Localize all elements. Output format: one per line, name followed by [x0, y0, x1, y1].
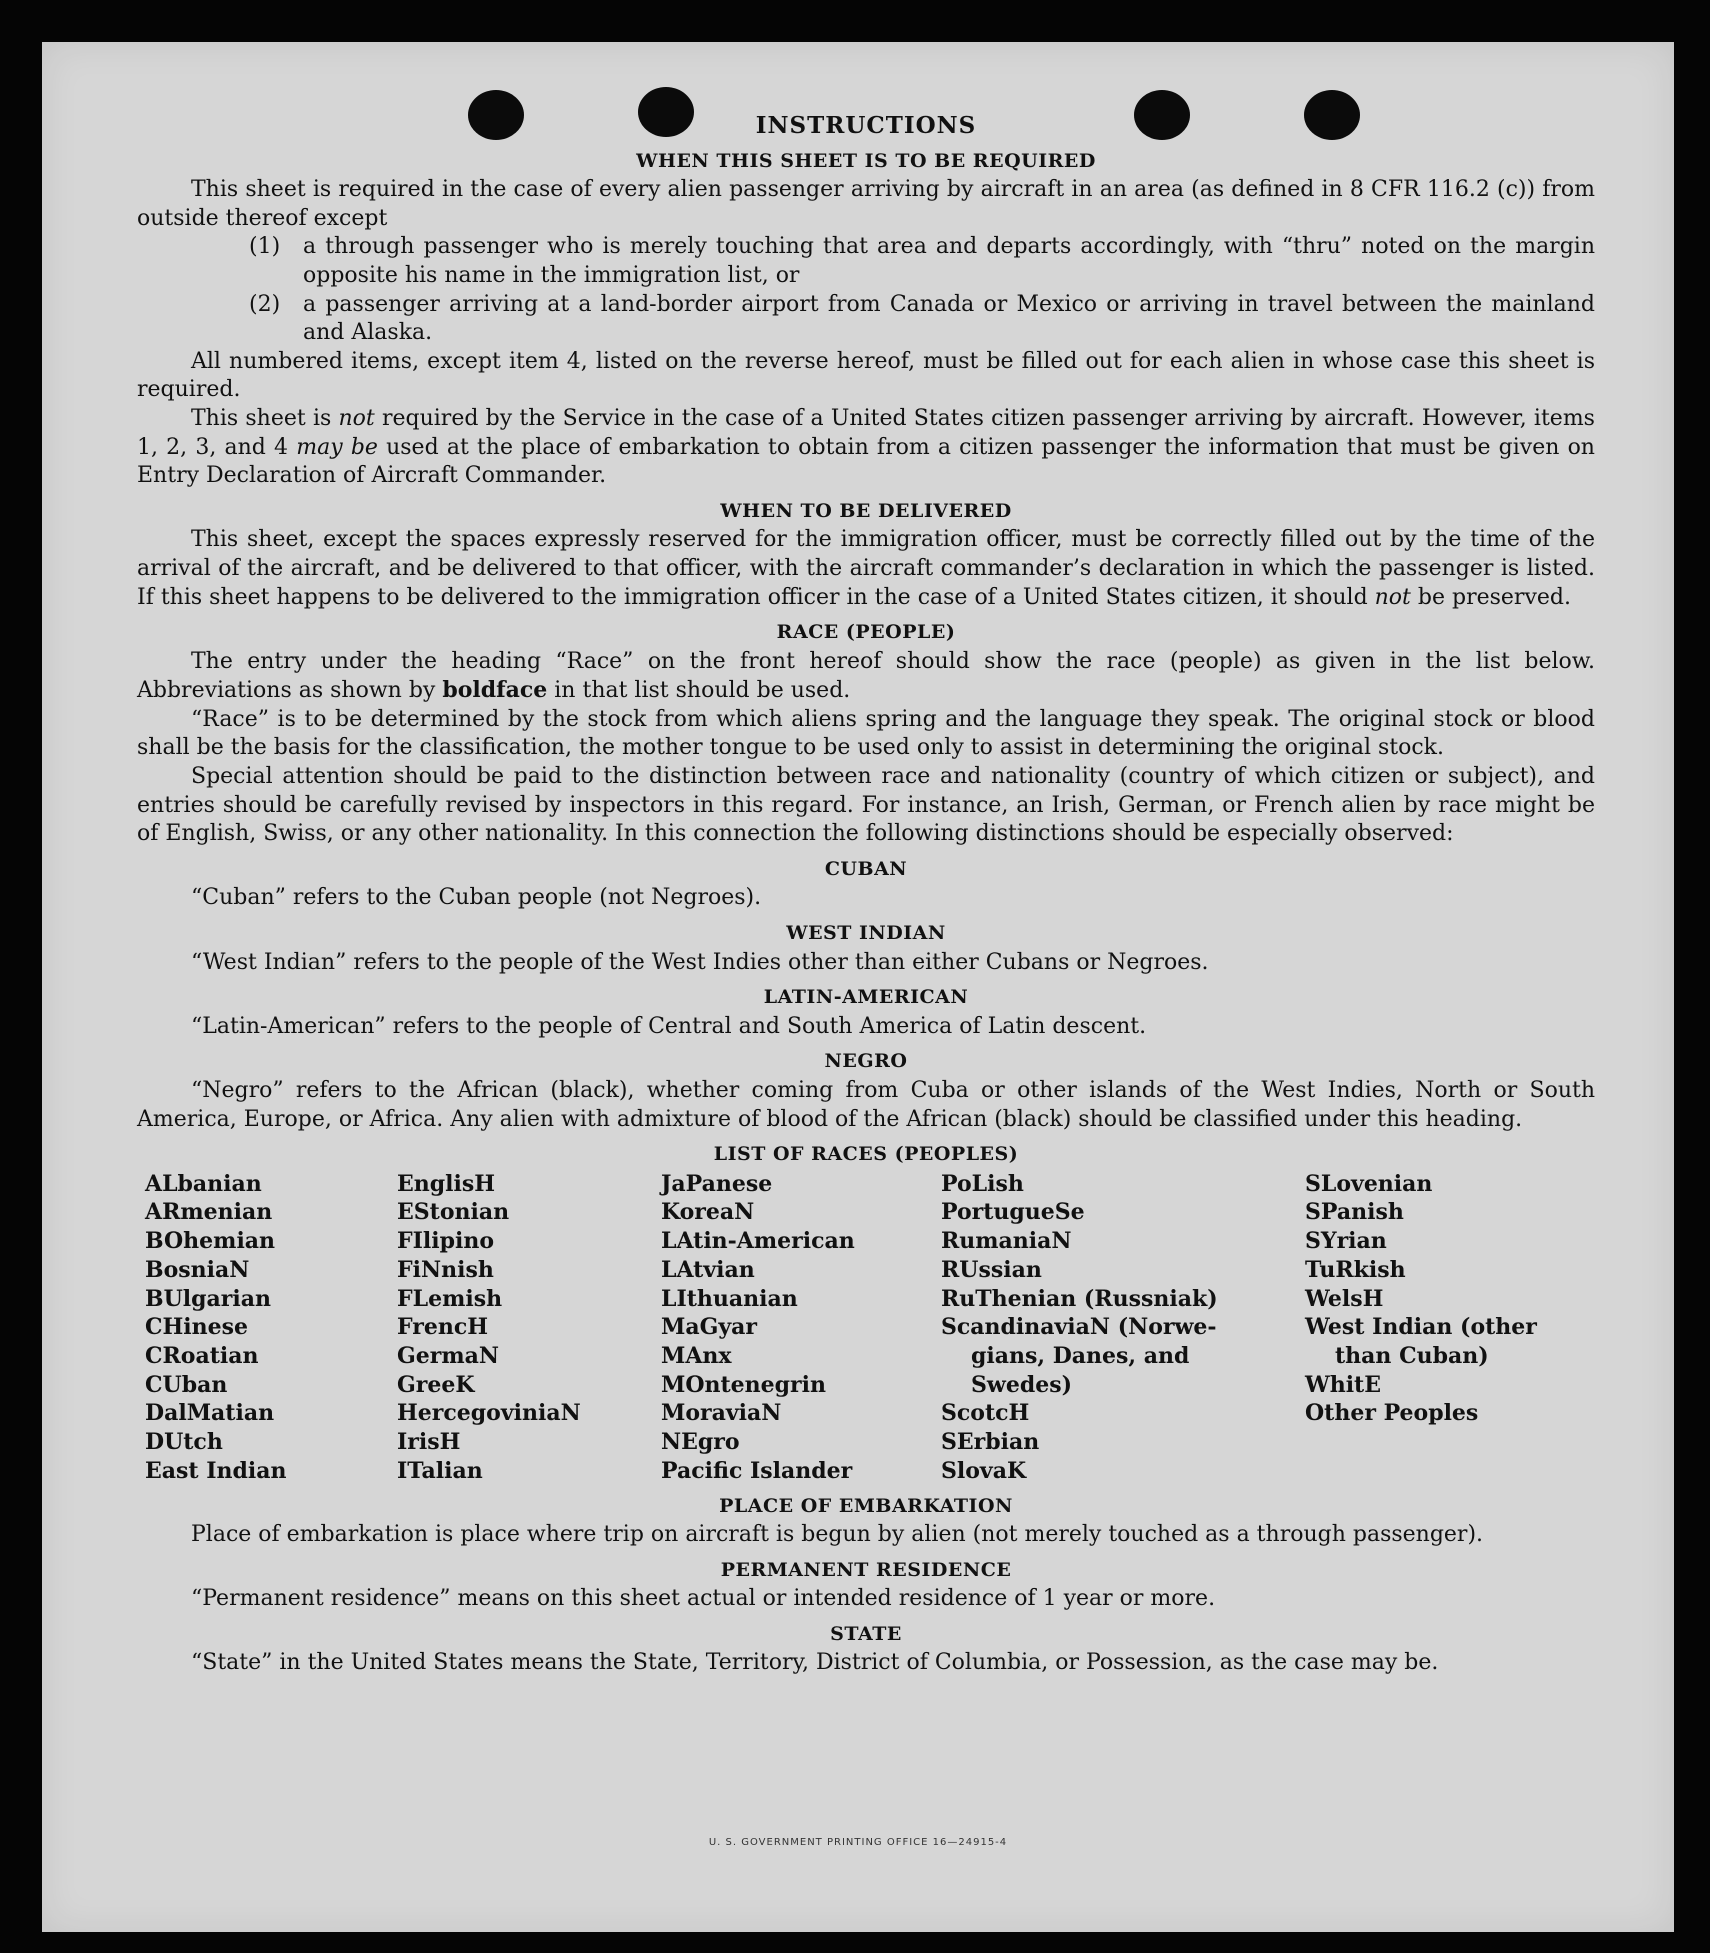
race-entry: JaPanese [661, 1170, 773, 1197]
race-entry: ITalian [397, 1457, 483, 1484]
list-item-text: a through passenger who is merely touching that area and departs accordingly, with “thru” noted on the margin opposite his name in the immigration list, or [303, 234, 1595, 288]
list-item [249, 233, 1595, 290]
emphasis: not [338, 405, 375, 431]
race-entry: MaGyar [661, 1314, 758, 1341]
race-list [145, 1170, 1595, 1486]
emphasis: not [1374, 584, 1411, 610]
race-entry: RumaniaN [941, 1228, 1072, 1255]
race-entry: ScandinaviaN (Norwe- [941, 1314, 1217, 1341]
list-item-text: a passenger arriving at a land-border airport from Canada or Mexico or arriving in travel between the mainland and Alaska. [303, 291, 1595, 346]
race-entry: RUssian [941, 1256, 1042, 1283]
race-column [145, 1170, 397, 1486]
document-sheet [42, 42, 1674, 1932]
race-entry: GreeK [397, 1371, 475, 1398]
race-entry: WhitE [1305, 1371, 1381, 1398]
section-heading: LIST OF RACES (PEOPLES) [713, 1143, 1019, 1166]
instructions-body [137, 112, 1595, 1678]
race-entry: SLovenian [1305, 1170, 1433, 1197]
list-item-number: (2) [249, 291, 281, 317]
list-item-number: (1) [249, 234, 281, 260]
race-entry: West Indian (other [1305, 1314, 1537, 1341]
paragraph: “Negro” refers to the African (black), whether coming from Cuba or other islands of the West Indies, North or South America, Europe, or Africa. Any alien with admixture of blood of the African (black) should be classified under this heading. [137, 1078, 1595, 1132]
paragraph [137, 526, 1595, 612]
text-run: be preserved. [1410, 584, 1571, 610]
paragraph [137, 648, 1595, 706]
section-heading: STATE [830, 1622, 902, 1645]
race-entry: MOntenegrin [661, 1371, 826, 1398]
bold-text: boldface [442, 677, 548, 704]
list-item [249, 291, 1595, 348]
paragraph: “Race” is to be determined by the stock from which aliens spring and the language they speak. The original stock or blood shall be the basis for the classification, the mother tongue to be used only to assist in determining the original stock. [137, 706, 1595, 761]
race-entry: DalMatian [145, 1400, 275, 1427]
paragraph [137, 405, 1595, 491]
race-entry: CRoatian [145, 1343, 259, 1369]
paragraph: “Cuban” refers to the Cuban people (not Negroes). [191, 885, 762, 911]
section-heading: RACE (PEOPLE) [776, 621, 956, 644]
race-entry: PortugueSe [941, 1199, 1085, 1226]
section-heading: LATIN-AMERICAN [763, 986, 969, 1009]
race-entry: CHinese [145, 1314, 249, 1341]
race-entry: WelsH [1305, 1285, 1384, 1312]
race-entry: EnglisH [397, 1170, 496, 1197]
text-run: This sheet is [191, 405, 339, 431]
race-entry: Other Peoples [1305, 1400, 1479, 1427]
race-entry: KoreaN [661, 1199, 755, 1226]
paragraph: This sheet is required in the case of every alien passenger arriving by aircraft in an area (as defined in 8 CFR 116.2 (c)) from outside thereof except [137, 177, 1595, 231]
section-heading: WHEN THIS SHEET IS TO BE REQUIRED [636, 149, 1096, 172]
race-entry: LAtvian [661, 1256, 755, 1283]
race-entry: East Indian [145, 1457, 287, 1484]
race-entry: CUban [145, 1371, 228, 1398]
race-entry: FiNnish [397, 1256, 494, 1283]
race-entry: ALbanian [145, 1170, 262, 1197]
race-column [1305, 1170, 1565, 1486]
paragraph: “Permanent residence” means on this sheet actual or intended residence of 1 year or more. [191, 1586, 1216, 1612]
race-entry: RuThenian (Russniak) [941, 1285, 1218, 1312]
race-entry: FLemish [397, 1285, 503, 1312]
race-entry: NEgro [661, 1429, 740, 1456]
race-entry: SlovaK [941, 1457, 1027, 1484]
race-entry-continued: Swedes) [971, 1371, 1072, 1398]
race-column [941, 1170, 1305, 1486]
race-entry: BosniaN [145, 1256, 250, 1283]
section-heading: CUBAN [824, 857, 908, 880]
section-heading: PLACE OF EMBARKATION [719, 1494, 1013, 1517]
race-entry: HercegoviniaN [397, 1400, 581, 1427]
race-entry: LIthuanian [661, 1285, 798, 1312]
section-heading: PERMANENT RESIDENCE [720, 1558, 1012, 1581]
race-entry: EStonian [397, 1199, 510, 1226]
page-title: INSTRUCTIONS [755, 112, 977, 139]
paragraph: All numbered items, except item 4, listed on the reverse hereof, must be filled out for each alien in whose case this sheet is required. [137, 348, 1595, 403]
text-run: The entry under the heading “Race” on the front hereof should show the race (people) as given in the list below. Abbreviations as shown by [137, 648, 1595, 704]
section-heading: WHEN TO BE DELIVERED [720, 499, 1012, 522]
race-entry: FIlipino [397, 1228, 495, 1255]
race-entry-continued: gians, Danes, and [971, 1343, 1190, 1369]
race-entry-continued: than Cuban) [1335, 1343, 1489, 1369]
race-entry: Pacific Islander [661, 1457, 853, 1484]
race-column [397, 1170, 661, 1486]
race-entry: BUlgarian [145, 1285, 271, 1312]
race-entry: SErbian [941, 1429, 1040, 1456]
race-entry: MoraviaN [661, 1400, 782, 1427]
race-entry: SPanish [1305, 1199, 1404, 1226]
race-entry: TuRkish [1305, 1256, 1406, 1283]
race-entry: FrencH [397, 1314, 488, 1341]
paragraph: “State” in the United States means the State, Territory, District of Columbia, or Possession, as the case may be. [191, 1650, 1439, 1676]
exception-list [249, 233, 1595, 347]
race-entry: GermaN [397, 1343, 500, 1369]
race-entry: IrisH [397, 1429, 461, 1456]
text-run: used at the place of embarkation to obtain from a citizen passenger the information that must be given on Entry Declaration of Aircraft Commander. [137, 434, 1595, 489]
text-run: This sheet, except the spaces expressly reserved for the immigration officer, must be correctly filled out by the time of the arrival of the aircraft, and be delivered to that officer, with the aircraft commander’s declaration in which the passenger is listed. If this sheet happens to be delivered to the immigration officer in the case of a United States citizen, it should [137, 527, 1595, 610]
race-entry: MAnx [661, 1343, 732, 1369]
printing-office-imprint: U. S. GOVERNMENT PRINTING OFFICE 16—24915-4 [708, 1837, 1008, 1848]
race-entry: PoLish [941, 1170, 1024, 1197]
race-entry: SYrian [1305, 1228, 1387, 1255]
paragraph: “Latin-American” refers to the people of Central and South America of Latin descent. [191, 1013, 1147, 1039]
race-entry: ScotcH [941, 1400, 1030, 1427]
race-entry: ARmenian [145, 1199, 273, 1226]
paragraph: Special attention should be paid to the distinction between race and nationality (country of which citizen or subject), and entries should be carefully revised by inspectors in this regard. For instance, an Irish, German, or French alien by race might be of English, Swiss, or any other nationality. In this connection the following distinctions should be especially observed: [137, 764, 1595, 847]
text-run: in that list should be used. [547, 678, 851, 704]
race-entry: LAtin-American [661, 1228, 855, 1255]
race-column [661, 1170, 941, 1486]
paragraph: Place of embarkation is place where trip on aircraft is begun by alien (not merely touched as a through passenger). [191, 1522, 1484, 1548]
paragraph: “West Indian” refers to the people of the West Indies other than either Cubans or Negroes. [191, 949, 1209, 975]
section-heading: NEGRO [824, 1050, 908, 1073]
race-entry: DUtch [145, 1429, 223, 1456]
race-entry: BOhemian [145, 1228, 276, 1255]
section-heading: WEST INDIAN [786, 922, 946, 945]
text-run: required by the Service in the case of a United States citizen passenger arriving by aircraft. However, items 1, 2, 3, and 4 [137, 405, 1595, 460]
emphasis: may be [296, 434, 378, 460]
